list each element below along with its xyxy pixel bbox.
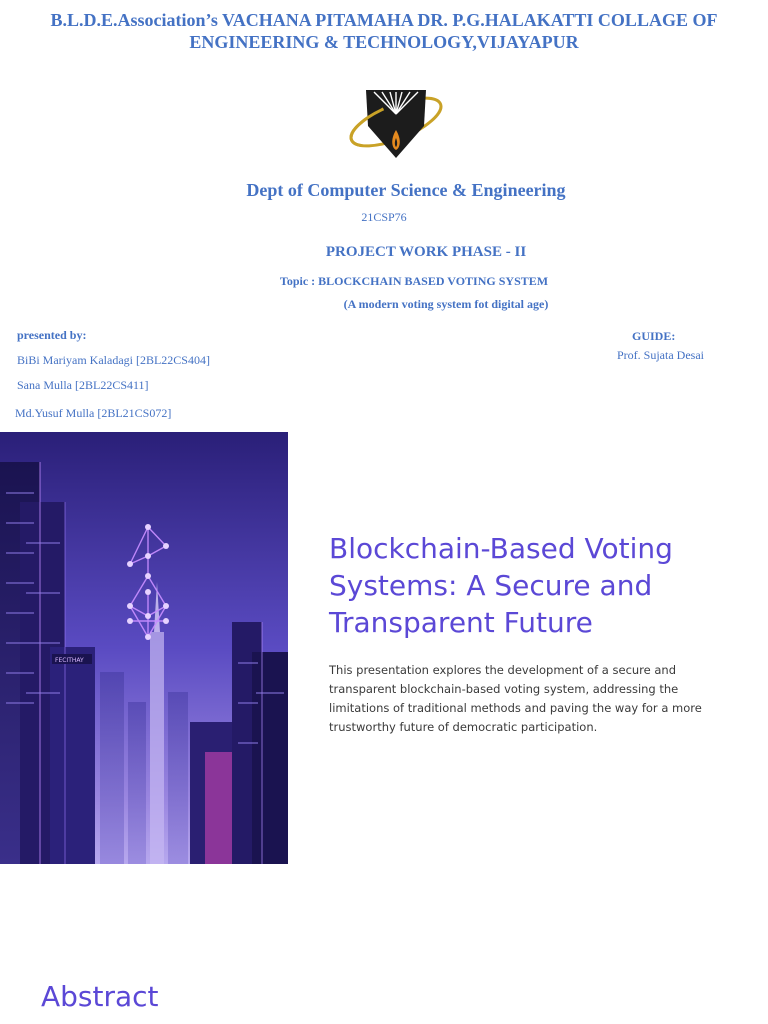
student-name: BiBi Mariyam Kaladagi [2BL22CS404] <box>17 353 210 367</box>
student-name: Md.Yusuf Mulla [2BL21CS072] <box>15 406 172 420</box>
main-description: This presentation explores the development of a secure and transparent blockchain-based voting system, addressing the limitations of traditional methods and paving the way for a more trustworthy future of democratic participation. <box>329 663 702 734</box>
college-title-line1: B.L.D.E.Association’s VACHANA PITAMAHA DR. P.G.HALAKATTI COLLAGE OF <box>50 10 718 30</box>
guide-label: GUIDE: <box>632 329 676 343</box>
presented-by-label: presented by: <box>17 328 87 342</box>
college-title-line2: ENGINEERING & TECHNOLOGY,VIJAYAPUR <box>189 32 579 52</box>
abstract-heading: Abstract <box>41 980 159 1013</box>
student-name: Sana Mulla [2BL22CS411] <box>17 378 149 392</box>
building-sign: FECITHAY <box>55 657 84 664</box>
project-phase: PROJECT WORK PHASE - II <box>325 244 527 260</box>
guide-name: Prof. Sujata Desai <box>617 348 704 362</box>
college-title <box>20 9 748 53</box>
futuristic-city-blockchain-image <box>0 432 288 864</box>
project-subtitle: (A modern voting system fot digital age) <box>343 297 549 311</box>
department-title: Dept of Computer Science & Engineering <box>246 180 566 200</box>
main-heading: Blockchain-Based Voting Systems: A Secure and Transparent Future <box>329 532 673 639</box>
course-code: 21CSP76 <box>361 210 407 224</box>
college-logo-icon <box>344 84 448 164</box>
project-topic: Topic : BLOCKCHAIN BASED VOTING SYSTEM <box>279 274 549 288</box>
